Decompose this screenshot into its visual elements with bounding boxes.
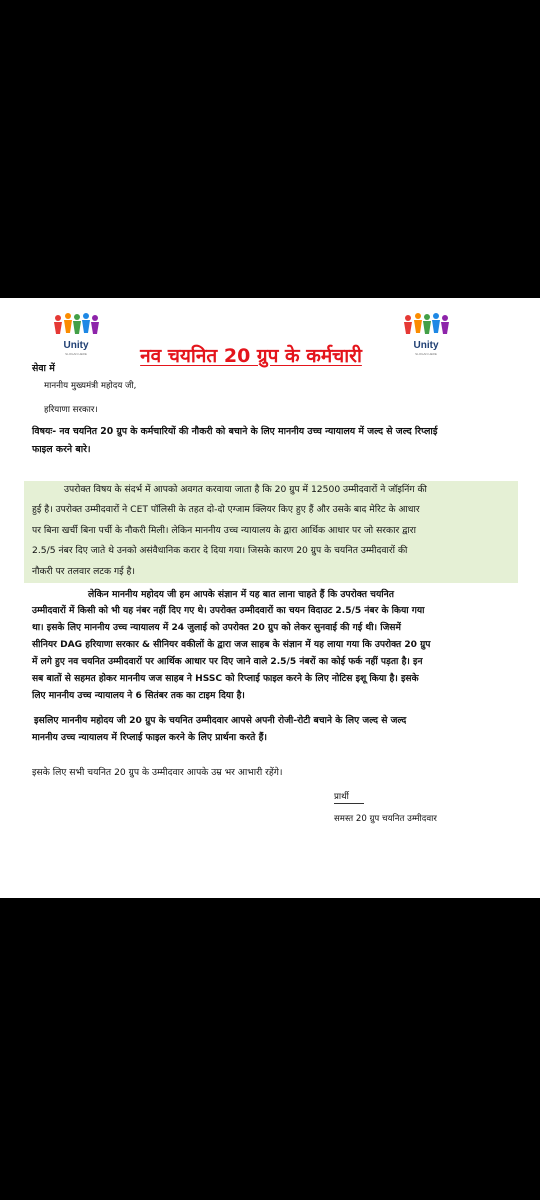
subject-line-2: फाइल करने बारे। — [32, 444, 91, 455]
signatory: समस्त 20 ग्रुप चयनित उम्मीदवार — [334, 814, 437, 824]
salutation: सेवा में — [32, 363, 55, 374]
paragraph1-line: नौकरी पर तलवार लटक गई है। — [32, 566, 135, 577]
logo-text: Unity — [413, 340, 439, 351]
closing-line: इसके लिए सभी चयनित 20 ग्रुप के उम्मीदवार आपके उम्र भर आभारी रहेंगे। — [32, 767, 283, 778]
paragraph2-line: में लगे हुए नव चयनित उम्मीदवारों पर आर्थिक आधार पर दिए जाने वाले 2.5/5 नंबरों का कोई फर्क नहीं पड़ता है। इन — [32, 657, 423, 667]
unity-logo — [48, 312, 104, 358]
paragraph2-line: लेकिन माननीय महोदय जी हम आपके संज्ञान में यह बात लाना चाहते हैं कि उपरोक्त चयनित — [88, 589, 395, 600]
people-icon — [398, 312, 454, 342]
paragraph2-line: उम्मीदवारों में किसी को भी यह नंबर नहीं दिए गए थे। उपरोक्त उम्मीदवारों का चयन विदाउट 2.5/5 नंबर के किया गया — [32, 606, 425, 616]
paragraph1-line: पर बिना खर्ची बिना पर्ची के नौकरी मिली। लेकिन माननीय उच्च न्यायालय के द्वारा आर्थिक आधार पर जो सरकार द्वारा — [32, 525, 416, 536]
subject-line-1: विषयः- नव चयनित 20 ग्रुप के कर्मचारियों की नौकरी को बचाने के लिए माननीय उच्च न्यायालय में जल्द से जल्द रिप्लाई — [32, 426, 438, 437]
logo-slogan: SLOGAN HERE — [415, 352, 437, 356]
paragraph1-line: उपरोक्त विषय के संदर्भ में आपको अवगत करवाया जाता है कि 20 ग्रुप में 12500 उम्मीदवारों ने जॉइनिंग की — [64, 484, 427, 495]
paragraph2-line: था। इसके लिए माननीय उच्च न्यायालय में 24 जुलाई को उपरोक्त 20 ग्रुप को लेकर सुनवाई की गई थी। जिसमें — [32, 623, 401, 633]
logo-text: Unity — [63, 340, 89, 351]
paragraph1-line: 2.5/5 नंबर दिए जाते थे उनको असंवैधानिक करार दे दिया गया। जिसके कारण 20 ग्रुप के चयनित उम्मीदवारों की — [32, 545, 408, 556]
letter-title: नव चयनित 20 ग्रुप के कर्मचारी — [140, 345, 362, 367]
unity-logo-right — [398, 312, 454, 358]
people-icon — [48, 312, 104, 342]
paragraph1-line: हुई है। उपरोक्त उम्मीदवारों ने CET पॉलिसी के तहत दो-दो एग्जाम क्लियर किए हुए हैं और उसके बाद मेरिट के आधार — [32, 504, 420, 515]
government: हरियाणा सरकार। — [44, 405, 98, 415]
signature-underline — [334, 803, 364, 804]
paragraph2-line: लिए माननीय उच्च न्यायालय ने 6 सितंबर तक का टाइम दिया है। — [32, 691, 245, 701]
paragraph2-line: सीनियर DAG हरियाणा सरकार & सीनियर वकीलों के द्वारा जज साहब के संज्ञान में यह लाया गया कि उपरोक्त 20 ग्रुप — [32, 640, 431, 650]
letter-page — [0, 298, 540, 898]
paragraph2-line: सब बातों से सहमत होकर माननीय जज साहब ने HSSC को रिप्लाई फाइल करने के लिए नोटिस इशू किया है। इसके — [32, 674, 419, 684]
paragraph3-line: इसलिए माननीय महोदय जी 20 ग्रुप के चयनित उम्मीदवार आपसे अपनी रोजी-रोटी बचाने के लिए जल्द से जल्द — [34, 715, 407, 726]
addressee: माननीय मुख्यमंत्री महोदय जी, — [44, 381, 137, 391]
logo-slogan: SLOGAN HERE — [65, 352, 87, 356]
paragraph3-line: माननीय उच्च न्यायालय में रिप्लाई फाइल करने के लिए प्रार्थना करते हैं। — [32, 732, 267, 743]
signature-label: प्रार्थी — [334, 792, 349, 802]
